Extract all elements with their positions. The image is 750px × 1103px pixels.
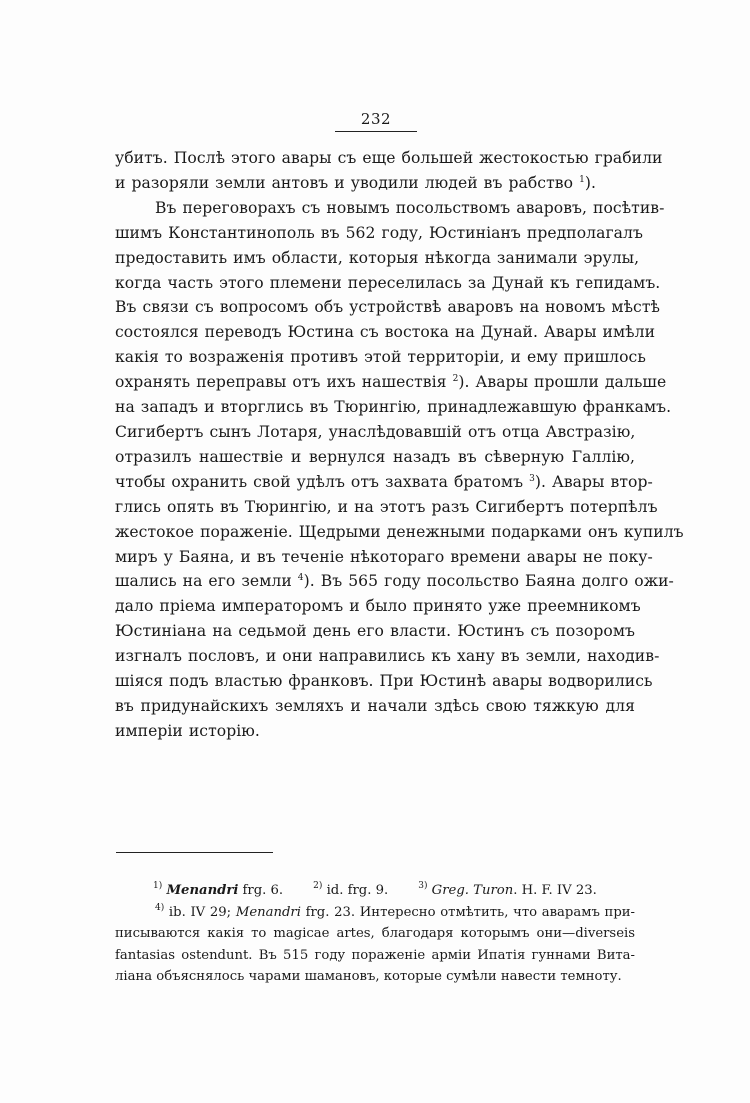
text-line: въ придунайскихъ земляхъ и начали здѣсь свою тяжкую для: [115, 696, 635, 715]
text-line: дало пріема императоромъ и было принято уже преемникомъ: [115, 597, 641, 616]
footnote-3-text: . H. F. IV 23.: [513, 883, 597, 898]
footnote-4-text: frg. 23. Интересно отмѣтить, что аварамъ при-: [300, 904, 636, 920]
footnote-1: [153, 883, 283, 898]
footnote-3-author: Greg.: [431, 883, 469, 898]
text-line: имперіи исторію.: [115, 721, 260, 740]
footnotes: [115, 880, 635, 988]
footnote-ref-2[interactable]: 2: [452, 374, 459, 385]
footnote-line: ліана объяснялось чарами шамановъ, которые сумѣли навести темноту.: [115, 969, 622, 985]
text-line: жестокое пораженіе. Щедрыми денежными подарками онъ купилъ: [115, 522, 684, 541]
text-line: предоставить имъ области, которыя нѣкогда занимали эрулы,: [115, 248, 640, 267]
text-line: отразилъ нашествіе и вернулся назадъ въ сѣверную Галлію,: [115, 447, 635, 466]
footnote-3-work: Turon: [473, 883, 514, 898]
text-line: состоялся переводъ Юстина съ востока на Дунай. Авары имѣли: [115, 323, 656, 342]
text-line: шались на его земли $^4$). Въ 565 году посольство Баяна долго ожи-: [115, 572, 674, 591]
footnote-2: [313, 883, 388, 898]
footnote-mark-3: 3): [418, 881, 428, 891]
footnote-ref-3[interactable]: 3: [529, 473, 535, 484]
body-text: [115, 146, 684, 744]
text-line: убитъ. Послѣ этого авары съ еще большей жестокостью грабили: [115, 149, 663, 167]
text-line: шіяся подъ властью франковъ. При Юстинѣ авары водворились: [115, 672, 653, 691]
footnote-3: [418, 883, 597, 898]
footnote-ref-1[interactable]: 1: [579, 174, 585, 185]
text-line: чтобы охранить свой удѣлъ отъ захвата братомъ $^3$). Авары втор-: [115, 472, 653, 491]
text-line: на западъ и вторглись въ Тюрингію, принадлежавшую франкамъ.: [115, 398, 672, 417]
footnote-2-text: id. frg. 9.: [322, 883, 389, 898]
text-line: Въ связи съ вопросомъ объ устройствѣ аваровъ на новомъ мѣстѣ: [115, 298, 660, 317]
footnote-ref-4[interactable]: 4: [297, 573, 304, 584]
footnote-4-lead: ib. IV 29;: [164, 904, 236, 920]
text-line: когда часть этого племени переселилась за Дунай къ гепидамъ.: [115, 273, 661, 292]
footnote-mark-1: 1): [153, 881, 163, 891]
text-line: глись опять въ Тюрингію, и на этотъ разъ Сигибертъ потерпѣлъ: [115, 497, 658, 516]
footnote-separator: [116, 852, 273, 853]
footnote-4: [115, 902, 635, 924]
text-line: Въ переговорахъ съ новымъ посольствомъ аваровъ, посѣтив-: [155, 198, 665, 217]
text-line: шимъ Константинополь въ 562 году, Юстиніанъ предполагалъ: [115, 223, 643, 242]
text-line: какія то возраженія противъ этой территоріи, и ему пришлось: [115, 348, 646, 367]
text-line: миръ у Баяна, и въ теченіе нѣкотораго времени авары не поку-: [115, 547, 653, 566]
footnote-mark-2: 2): [313, 881, 323, 891]
text-line: охранять переправы отъ ихъ нашествія $^2$). Авары прошли дальше: [115, 373, 667, 392]
footnote-mark-4: 4): [155, 902, 165, 913]
footnote-line: fantasias ostendunt. Въ 515 году пораженіе арміи Ипатія гуннами Вита-: [115, 947, 635, 963]
footnote-line: писываются какія то magicae artes, благодаря которымъ они—diverseis: [115, 926, 635, 942]
text-line: и разоряли земли антовъ и уводили людей въ рабство $^1$).: [115, 173, 596, 192]
footnote-1-author: Menandri: [166, 883, 239, 898]
text-line: изгналъ пословъ, и они направились къ хану въ земли, находив-: [115, 647, 660, 666]
footnote-4-author: Menandri: [235, 904, 301, 920]
text-line: Сигибертъ сынъ Лотаря, унаслѣдовавшій отъ отца Австразію,: [115, 422, 636, 441]
footnote-line: [115, 880, 635, 902]
text-line: Юстиніана на седьмой день его власти. Юстинъ съ позоромъ: [115, 622, 635, 641]
footnote-1-text: frg. 6.: [238, 883, 284, 898]
page-number-rule: [335, 131, 417, 132]
page-number: 232: [360, 110, 392, 128]
